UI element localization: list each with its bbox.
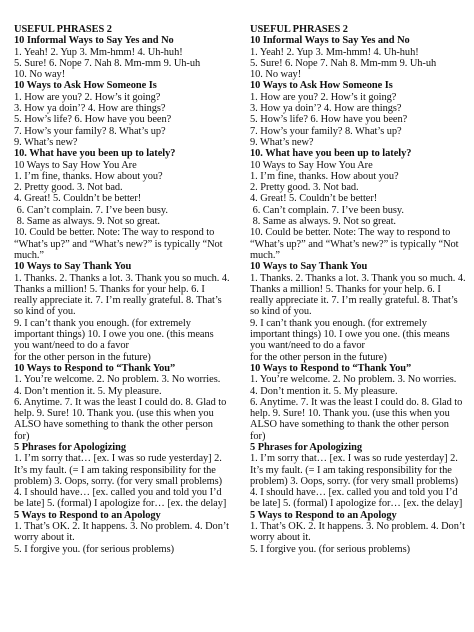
phrase-line: 1. I’m fine, thanks. How about you? xyxy=(250,170,399,182)
phrase-line: 1. That’s OK. 2. It happens. 3. No problem. 4. Don’t worry about it. xyxy=(250,521,468,544)
phrase-line: 1. Thanks. 2. Thanks a lot. 3. Thank you so much. 4. Thanks a million! 5. Thanks for your help. 6. I really appreciate it. 7. I’m really grateful. 8. That’s so kind of you. xyxy=(14,272,232,318)
section-heading: 5 Ways to Respond to an Apology xyxy=(250,509,397,521)
section-body xyxy=(14,374,230,442)
section-heading: 10 Ways to Ask How Someone Is xyxy=(14,80,157,92)
section-body xyxy=(14,92,230,148)
phrase-section xyxy=(14,160,230,262)
section-body xyxy=(14,47,230,81)
phrase-section xyxy=(14,442,230,510)
section-heading: 10 Ways to Ask How Someone Is xyxy=(250,80,393,92)
section-heading: 5 Phrases for Apologizing xyxy=(250,441,362,453)
phrase-line: 10. No way! xyxy=(14,69,66,81)
section-heading: 10 Ways to Say Thank You xyxy=(14,261,132,273)
phrase-line: 1. How are you? 2. How’s it going? xyxy=(250,91,397,103)
phrase-line: 8. Same as always. 9. Not so great. xyxy=(250,216,396,228)
phrase-line: 10. No way! xyxy=(250,69,302,81)
section-heading: 5 Phrases for Apologizing xyxy=(14,441,126,453)
phrase-line: 3. How ya doin’? 4. How are things? xyxy=(14,103,166,115)
phrase-section xyxy=(14,510,230,555)
phrase-line: 1. You’re welcome. 2. No problem. 3. No worries. 4. Don’t mention it. 5. My pleasure. xyxy=(14,374,223,397)
phrase-line: 10. Could be better. Note: The way to respond to “What’s up?” and “What’s new?” is typically “Not much.” xyxy=(250,227,462,261)
section-heading: 10 Ways to Say Thank You xyxy=(250,261,368,273)
phrase-section xyxy=(14,35,230,80)
phrase-line: 9. I can’t thank you enough. (for extremely important things) 10. I owe you one. (this means you want/need to do a favor xyxy=(14,317,217,352)
document-title: USEFUL PHRASES 2 xyxy=(250,24,348,35)
section-body xyxy=(250,171,466,261)
phrase-line: ALSO have something to thank the other person for) xyxy=(14,419,216,442)
phrase-line: 1. How are you? 2. How’s it going? xyxy=(14,91,161,103)
phrase-section xyxy=(250,363,466,442)
phrase-section xyxy=(14,80,230,148)
phrase-line: 1. I’m sorry that… [ex. I was so rude yesterday] 2. It’s my fault. (= I am taking responsibility for the problem) 3. Oops, sorry. (for very small problems) xyxy=(250,453,461,487)
section-heading: 10 Ways to Respond to “Thank You” xyxy=(14,362,176,374)
phrase-line: 8. Same as always. 9. Not so great. xyxy=(14,216,160,228)
phrase-line: 2. Pretty good. 3. Not bad. xyxy=(14,182,123,194)
phrase-line: 4. I should have… [ex. called you and told you I’d be late] 5. (formal) I apologize for… [ex. the delay] xyxy=(250,487,463,510)
section-body xyxy=(250,374,466,442)
section-heading: 10 Informal Ways to Say Yes and No xyxy=(14,35,174,47)
phrase-section xyxy=(14,363,230,442)
phrase-line: 6. Anytime. 7. It was the least I could do. 8. Glad to help. 9. Sure! 10. Thank you. (use this when you xyxy=(14,396,229,420)
phrase-line: 7. How’s your family? 8. What’s up? xyxy=(14,125,166,137)
section-body xyxy=(250,47,466,81)
section-heading: 5 Ways to Respond to an Apology xyxy=(14,509,161,521)
phrase-line: ALSO have something to thank the other person for) xyxy=(250,419,452,442)
phrase-section xyxy=(14,261,230,363)
phrases-column-right xyxy=(250,24,466,555)
phrase-section xyxy=(250,148,466,159)
section-body xyxy=(14,521,230,555)
phrases-column-left xyxy=(14,24,230,555)
phrase-section xyxy=(250,160,466,262)
phrase-section xyxy=(250,261,466,363)
phrase-line: 5. Sure! 6. Nope 7. Nah 8. Mm-mm 9. Uh-uh xyxy=(14,57,201,69)
phrase-line: 5. Sure! 6. Nope 7. Nah 8. Mm-mm 9. Uh-uh xyxy=(250,57,437,69)
phrase-line: 2. Pretty good. 3. Not bad. xyxy=(250,182,359,194)
section-heading: 10 Informal Ways to Say Yes and No xyxy=(250,35,410,47)
phrase-line: 1. Yeah! 2. Yup 3. Mm-hmm! 4. Uh-huh! xyxy=(14,46,183,58)
phrase-section xyxy=(250,80,466,148)
section-heading: 10 Ways to Respond to “Thank You” xyxy=(250,362,412,374)
phrase-line: 6. Anytime. 7. It was the least I could do. 8. Glad to help. 9. Sure! 10. Thank you. (use this when you xyxy=(250,396,465,420)
section-body xyxy=(14,171,230,261)
document-title: USEFUL PHRASES 2 xyxy=(14,24,112,35)
section-body xyxy=(250,453,466,509)
phrase-section xyxy=(250,510,466,555)
phrase-line: 3. How ya doin’? 4. How are things? xyxy=(250,103,402,115)
phrase-section xyxy=(250,442,466,510)
phrase-line: 9. I can’t thank you enough. (for extremely important things) 10. I owe you one. (this means you want/need to do a favor xyxy=(250,317,453,352)
phrase-line: 1. That’s OK. 2. It happens. 3. No problem. 4. Don’t worry about it. xyxy=(14,521,232,544)
phrase-line: 10. Could be better. Note: The way to respond to “What’s up?” and “What’s new?” is typically “Not much.” xyxy=(14,227,226,261)
phrase-line: for the other person in the future) xyxy=(14,351,151,363)
section-heading: 10 Ways to Say How You Are xyxy=(14,159,137,171)
phrase-line: 1. Yeah! 2. Yup 3. Mm-hmm! 4. Uh-huh! xyxy=(250,46,419,58)
phrase-line: 5. I forgive you. (for serious problems) xyxy=(14,543,174,555)
section-body xyxy=(250,92,466,148)
phrase-line: 5. How’s life? 6. How have you been? xyxy=(14,114,172,126)
phrase-line: 1. You’re welcome. 2. No problem. 3. No worries. 4. Don’t mention it. 5. My pleasure. xyxy=(250,374,459,397)
phrase-line: 6. Can’t complain. 7. I’ve been busy. xyxy=(14,204,168,216)
phrase-line: 1. Thanks. 2. Thanks a lot. 3. Thank you so much. 4. Thanks a million! 5. Thanks for your help. 6. I really appreciate it. 7. I’m really grateful. 8. That’s so kind of you. xyxy=(250,272,468,318)
section-heading: 10. What have you been up to lately? xyxy=(250,148,412,160)
phrase-line: 5. How’s life? 6. How have you been? xyxy=(250,114,408,126)
phrase-line: 9. What’s new? xyxy=(14,136,78,148)
phrase-line: 6. Can’t complain. 7. I’ve been busy. xyxy=(250,204,404,216)
phrase-line: 1. I’m sorry that… [ex. I was so rude yesterday] 2. It’s my fault. (= I am taking responsibility for the problem) 3. Oops, sorry. (for very small problems) xyxy=(14,453,225,487)
section-heading: 10 Ways to Say How You Are xyxy=(250,159,373,171)
section-body xyxy=(14,453,230,509)
section-body xyxy=(14,273,230,363)
phrase-line: 4. I should have… [ex. called you and told you I’d be late] 5. (formal) I apologize for… [ex. the delay] xyxy=(14,487,227,510)
section-heading: 10. What have you been up to lately? xyxy=(14,148,176,160)
phrase-section xyxy=(250,35,466,80)
phrase-section xyxy=(14,148,230,159)
phrase-line: for the other person in the future) xyxy=(250,351,387,363)
phrase-line: 7. How’s your family? 8. What’s up? xyxy=(250,125,402,137)
section-body xyxy=(250,521,466,555)
section-body xyxy=(250,273,466,363)
phrase-line: 5. I forgive you. (for serious problems) xyxy=(250,543,410,555)
phrase-line: 1. I’m fine, thanks. How about you? xyxy=(14,170,163,182)
phrase-line: 9. What’s new? xyxy=(250,136,314,148)
phrase-line: 4. Great! 5. Couldn’t be better! xyxy=(250,193,378,205)
phrase-line: 4. Great! 5. Couldn’t be better! xyxy=(14,193,142,205)
